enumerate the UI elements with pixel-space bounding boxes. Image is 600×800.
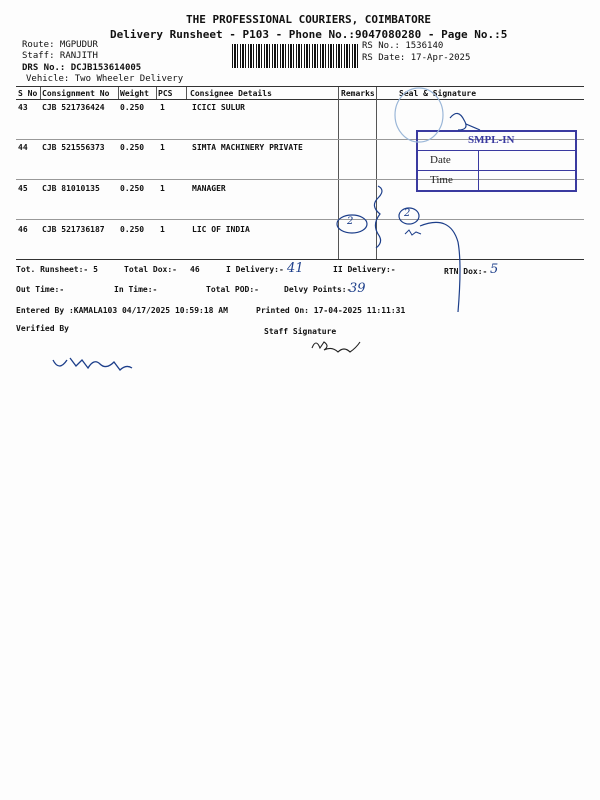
delvy-points-label: Delvy Points:- [284, 285, 352, 294]
remark-circle-number: 2 [347, 216, 354, 227]
scribble-mark-icon [405, 230, 421, 235]
seal-circle-number: 2 [404, 208, 411, 219]
col-consignee: Consignee Details [190, 89, 272, 98]
drs-number: DRS No.: DCJB153614005 [22, 63, 142, 73]
stamp-time-label: Time [430, 174, 453, 186]
in-time: In Time:- [114, 285, 158, 294]
entered-by: Entered By :KAMALA103 04/17/2025 10:59:18 AM [16, 306, 228, 315]
staff-signature-icon [312, 342, 360, 352]
rs-number: RS No.: 1536140 [362, 41, 444, 51]
out-time: Out Time:- [16, 285, 65, 294]
stamp-date-label: Date [430, 154, 451, 166]
tot-runsheet: Tot. Runsheet:- 5 [16, 265, 98, 274]
company-name: THE PROFESSIONAL COURIERS, COIMBATORE [186, 13, 432, 26]
col-sno: S No [18, 89, 38, 98]
i-delivery-label: I Delivery:- [226, 265, 284, 274]
delvy-points-value: 39 [349, 281, 366, 296]
printed-on: Printed On: 17-04-2025 11:11:31 [256, 306, 406, 315]
i-delivery-value: 41 [287, 261, 304, 276]
col-remarks: Remarks [341, 89, 375, 98]
seal-mark-icon [395, 88, 443, 142]
col-weight: Weight [120, 89, 149, 98]
total-dox-label: Total Dox:- [124, 265, 177, 274]
verified-by: Verified By [16, 324, 69, 333]
signature-mark-icon [450, 113, 480, 130]
rs-date: RS Date: 17-Apr-2025 [362, 53, 471, 63]
bracket-mark-icon [374, 186, 382, 248]
stamp-title: SMPL-IN [468, 134, 515, 146]
route: Route: MGPUDUR [22, 40, 98, 50]
vehicle: Vehicle: Two Wheeler Delivery [26, 74, 184, 84]
staff: Staff: RANJITH [22, 51, 98, 61]
col-seal: Seal & Signature [399, 89, 477, 98]
ii-delivery-label: II Delivery:- [333, 265, 396, 274]
total-dox-value: 46 [190, 265, 200, 274]
runsheet-title: Delivery Runsheet - P103 - Phone No.:9047080280 - Page No.:5 [110, 28, 508, 41]
verifier-signature-icon [53, 358, 132, 370]
staff-signature-label: Staff Signature [264, 327, 337, 336]
col-pcs: PCS [158, 89, 173, 98]
rtn-dox-label: RTN Dox:- [444, 267, 488, 276]
rtn-dox-value: 5 [490, 262, 499, 277]
total-pod: Total POD:- [206, 285, 259, 294]
col-consignment: Consignment No [42, 89, 110, 98]
